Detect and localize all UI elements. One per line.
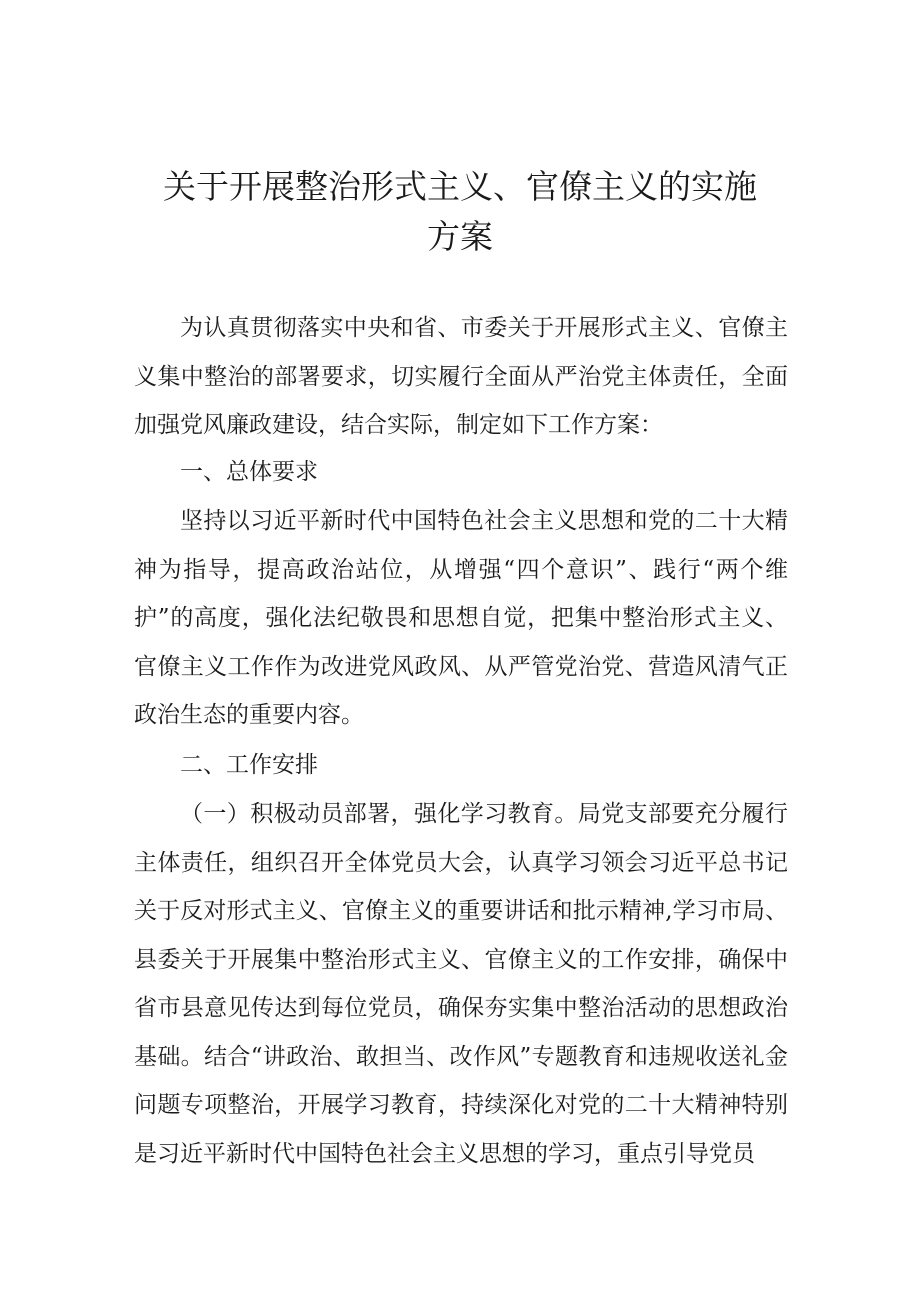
intro-paragraph: 为认真贯彻落实中央和省、市委关于开展形式主义、官僚主义集中整治的部署要求，切实履行全面从严治党主体责任，全面加强党风廉政建设，结合实际，制定如下工作方案： bbox=[134, 315, 788, 438]
section2-paragraph: （一）积极动员部署，强化学习教育。局党支部要充分履行主体责任，组织召开全体党员大会，认真学习领会习近平总书记关于反对形式主义、官僚主义的重要讲话和批示精神,学习市局、县委关于开展集中整治形式主义、官僚主义的工作安排，确保中省市县意见传达到每位党员，确保夯实集中整治活动的思想政治基础。结合“讲政治、敢担当、改作风”专题教育和违规收送礼金问题专项整治，开展学习教育，持续深化对党的二十大精神特别是习近平新时代中国特色社会主义思想的学习，重点引导党员 bbox=[134, 801, 788, 1167]
section1-paragraph: 坚持以习近平新时代中国特色社会主义思想和党的二十大精神为指导，提高政治站位，从增强“四个意识”、践行“两个维护”的高度，强化法纪敬畏和思想自觉，把集中整治形式主义、官僚主义工作作为改进党风政风、从严管党治党、营造风清气正政治生态的重要内容。 bbox=[134, 508, 788, 728]
document-title-line2: 方案 bbox=[427, 217, 493, 256]
section-heading-general-requirements: 一、总体要求 bbox=[180, 459, 318, 485]
document-title-line1: 关于开展整治形式主义、官僚主义的实施 bbox=[163, 167, 757, 206]
section-heading-work-arrangement: 二、工作安排 bbox=[180, 752, 318, 778]
